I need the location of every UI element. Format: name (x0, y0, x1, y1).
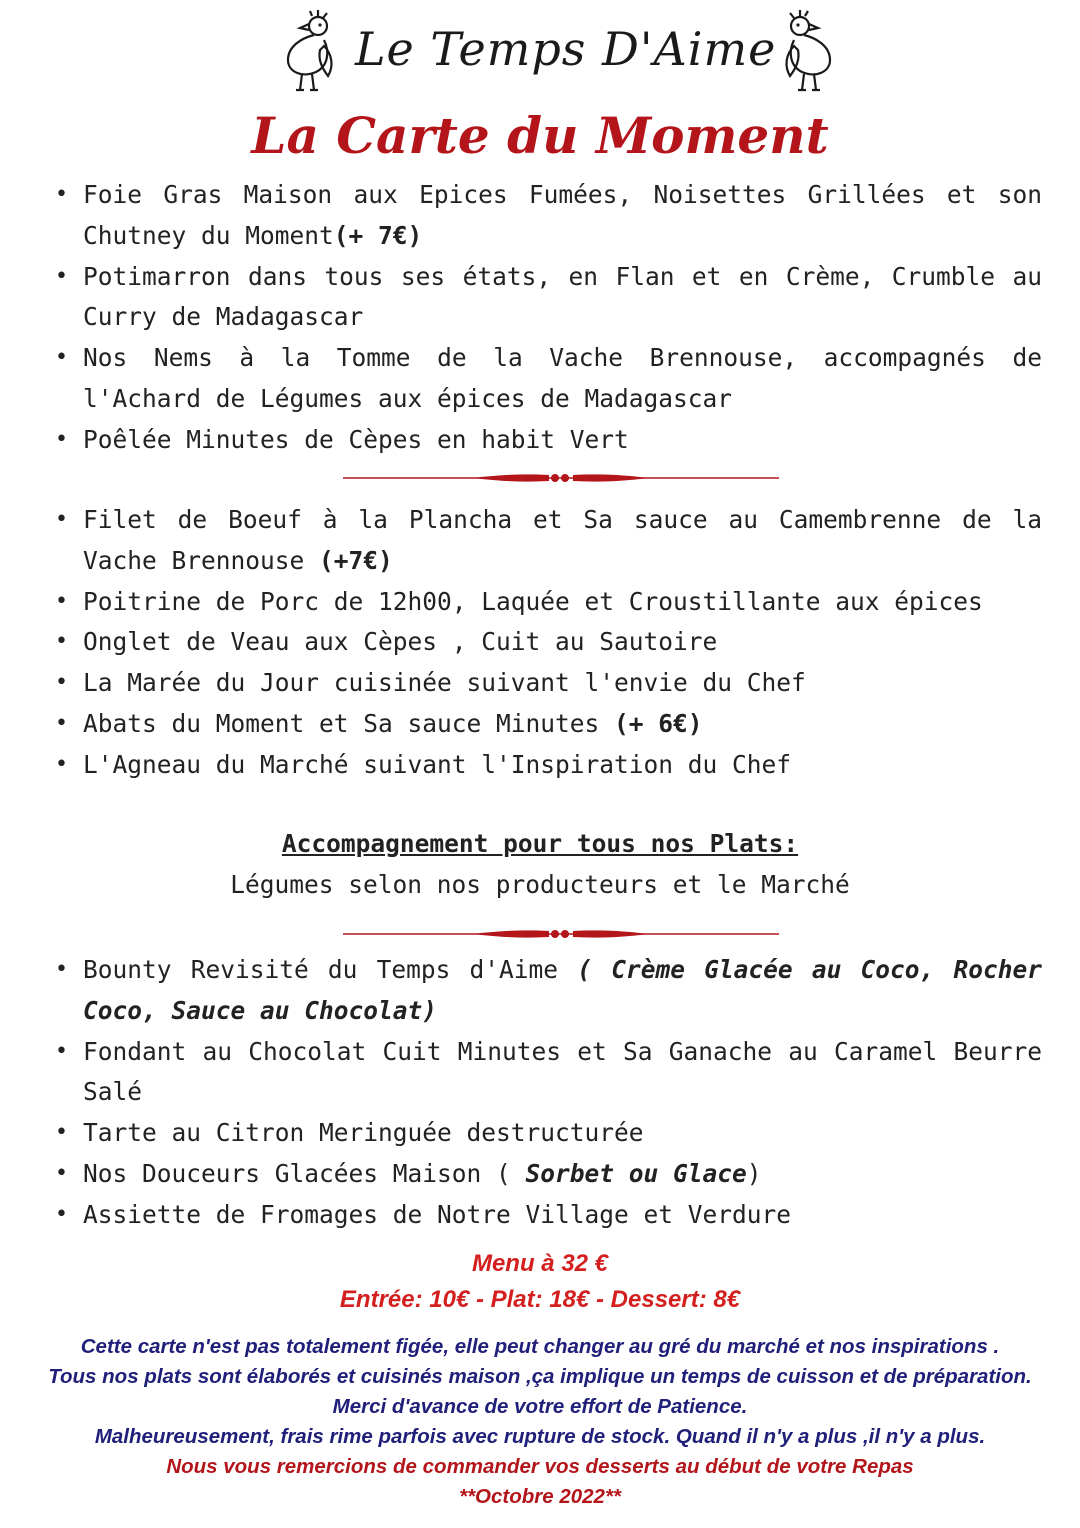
item-text: Nos Nems à la Tomme de la Vache Brennouse, accompagnés de l'Achard de Légumes aux épices de Madagascar (83, 343, 1042, 413)
list-item (0, 175, 1080, 257)
list-item (0, 338, 1080, 420)
accompagnement-text: Légumes selon nos producteurs et le Marché (230, 870, 850, 899)
item-text: Foie Gras Maison aux Epices Fumées, Noisettes Grillées et son Chutney du Moment (83, 180, 1042, 250)
item-price: (+ 6€) (614, 708, 703, 738)
plats-list (0, 500, 1080, 786)
list-item (0, 704, 1080, 745)
item-text: Fondant au Chocolat Cuit Minutes et Sa Ganache au Caramel Beurre Salé (83, 1036, 1042, 1107)
list-item (0, 663, 1080, 704)
item-detail: ( Crème Glacée au Coco, Rocher Coco, Sauce au Chocolat) (83, 955, 1042, 1025)
desserts-list (0, 950, 1080, 1236)
list-item (0, 1032, 1080, 1114)
list-item (0, 257, 1080, 339)
list-item (0, 1113, 1080, 1154)
item-text: Poêlée Minutes de Cèpes en habit Vert (83, 424, 629, 454)
note-line: Nous vous remercions de commander vos desserts au début de votre Repas (166, 1455, 914, 1478)
list-item (0, 1195, 1080, 1236)
page-title: La Carte du Moment (251, 106, 829, 165)
item-text: Assiette de Fromages de Notre Village et Verdure (83, 1199, 792, 1229)
list-item (0, 950, 1080, 1032)
menu-price: Menu à 32 € (471, 1250, 609, 1277)
restaurant-name: Le Temps D'Aime (355, 22, 777, 76)
list-item (0, 500, 1080, 582)
item-text: Abats du Moment et Sa sauce Minutes (83, 708, 600, 738)
item-price: (+ 7€) (333, 220, 423, 250)
list-item (0, 745, 1080, 786)
item-text: Onglet de Veau aux Cèpes , Cuit au Sautoire (83, 627, 718, 657)
item-text: Potimarron dans tous ses états, en Flan et en Crème, Crumble au Curry de Madagascar (83, 261, 1042, 332)
item-text: Poitrine de Porc de 12h00, Laquée et Croustillante aux épices (83, 586, 983, 616)
bird-logo-icon (272, 10, 344, 94)
list-item (0, 420, 1080, 461)
note-line: Cette carte n'est pas totalement figée, elle peut changer au gré du marché et nos inspirations . (80, 1335, 1000, 1358)
bird-logo-icon (770, 10, 842, 94)
date-line: **Octobre 2022** (459, 1485, 621, 1508)
note-line: Tous nos plats sont élaborés et cuisinés maison ,ça implique un temps de cuisson et de préparation. (48, 1365, 1032, 1388)
note-line: Malheureusement, frais rime parfois avec rupture de stock. Quand il n'y a plus ,il n'y a plus. (94, 1425, 986, 1448)
item-text: La Marée du Jour cuisinée suivant l'envie du Chef (83, 668, 806, 698)
ornament-divider (343, 926, 779, 942)
entrees-list (0, 175, 1080, 461)
header (0, 4, 1080, 104)
accompagnement-title: Accompagnement pour tous nos Plats: (281, 829, 799, 858)
ornament-divider (343, 470, 779, 486)
list-item (0, 1154, 1080, 1195)
item-detail: Sorbet ou Glace (525, 1158, 747, 1188)
item-text: L'Agneau du Marché suivant l'Inspiration du Chef (83, 749, 792, 779)
note-line: Merci d'avance de votre effort de Patience. (332, 1395, 748, 1418)
list-item (0, 622, 1080, 663)
list-item (0, 582, 1080, 623)
item-text: Nos Douceurs Glacées Maison ( (83, 1158, 511, 1188)
menu-price-detail: Entrée: 10€ - Plat: 18€ - Dessert: 8€ (339, 1286, 741, 1313)
item-price: (+7€) (319, 545, 393, 575)
notes-block (0, 1332, 1080, 1512)
item-suffix: ) (746, 1158, 762, 1188)
item-text: Filet de Boeuf à la Plancha et Sa sauce au Camembrenne de la Vache Brennouse (83, 505, 1042, 575)
item-text: Bounty Revisité du Temps d'Aime (83, 955, 559, 984)
item-text: Tarte au Citron Meringuée destructurée (83, 1118, 644, 1148)
